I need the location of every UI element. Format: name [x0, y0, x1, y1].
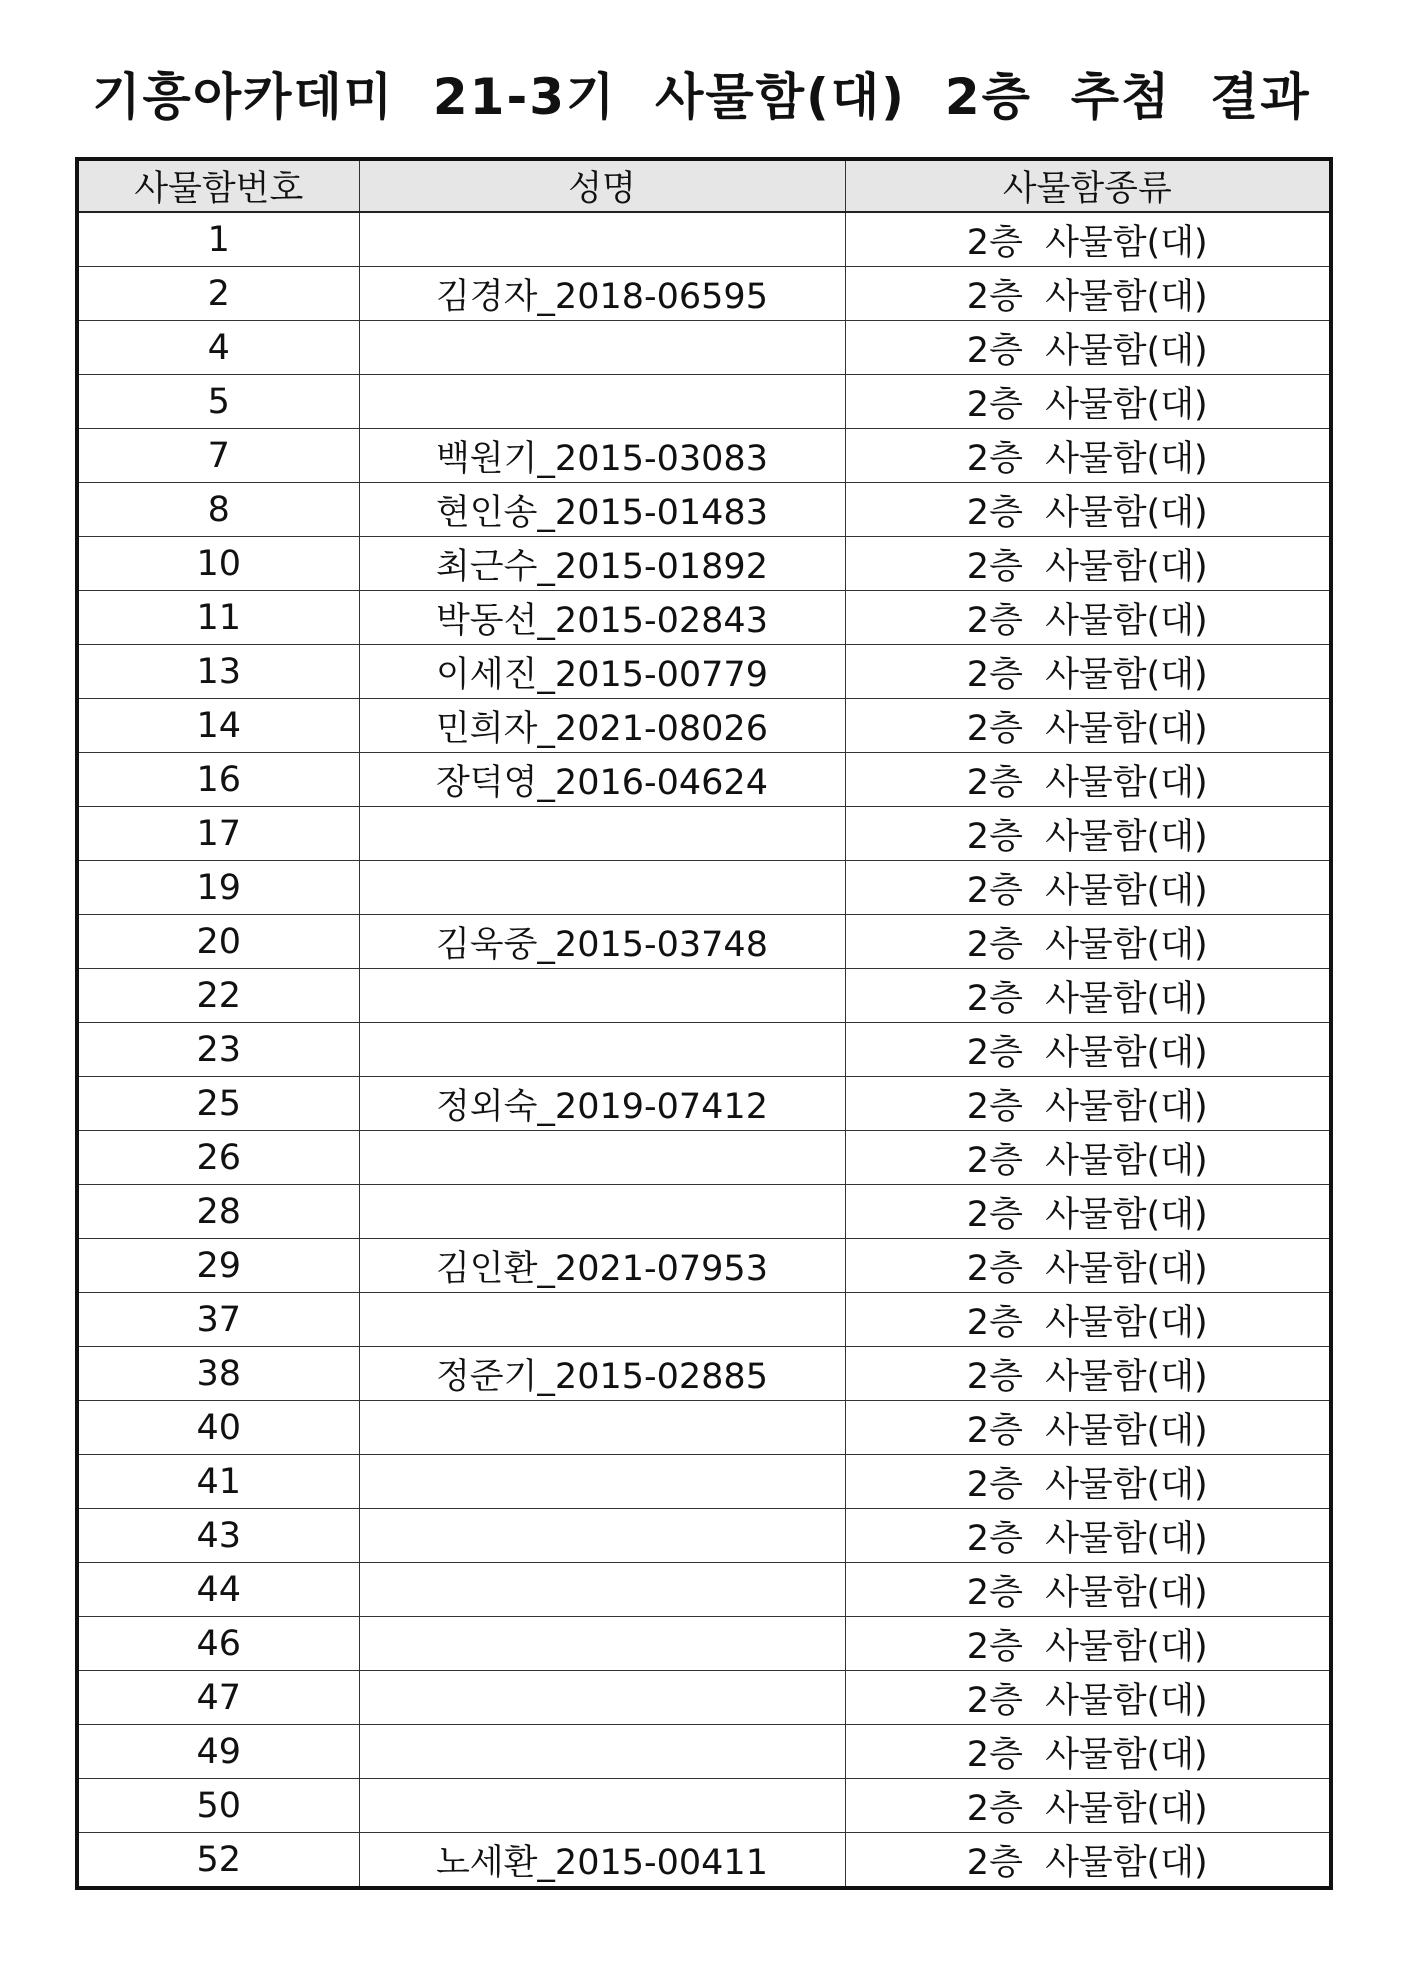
table-row — [77, 1563, 1331, 1617]
name-cell — [359, 1617, 845, 1671]
table-row — [77, 1671, 1331, 1725]
table-row — [77, 267, 1331, 321]
name-cell: 최근수_2015-01892 — [359, 537, 845, 591]
table-row — [77, 321, 1331, 375]
locker-type-cell: 2층 사물함(대) — [845, 267, 1331, 321]
table-row — [77, 429, 1331, 483]
locker-type-cell: 2층 사물함(대) — [845, 1293, 1331, 1347]
locker-number-cell: 13 — [77, 645, 359, 699]
locker-type-cell: 2층 사물함(대) — [845, 699, 1331, 753]
name-cell: 장덕영_2016-04624 — [359, 753, 845, 807]
name-cell: 박동선_2015-02843 — [359, 591, 845, 645]
locker-type-cell: 2층 사물함(대) — [845, 1347, 1331, 1401]
locker-number-cell: 37 — [77, 1293, 359, 1347]
locker-type-cell: 2층 사물함(대) — [845, 1671, 1331, 1725]
locker-result-table — [75, 157, 1333, 1890]
header-locker-number: 사물함번호 — [77, 159, 359, 212]
locker-number-cell: 16 — [77, 753, 359, 807]
locker-type-cell: 2층 사물함(대) — [845, 1779, 1331, 1833]
locker-number-cell: 14 — [77, 699, 359, 753]
name-cell — [359, 1293, 845, 1347]
locker-number-cell: 1 — [77, 212, 359, 267]
table-row — [77, 1239, 1331, 1293]
locker-type-cell: 2층 사물함(대) — [845, 591, 1331, 645]
table-row — [77, 861, 1331, 915]
locker-type-cell: 2층 사물함(대) — [845, 375, 1331, 429]
table-row — [77, 1131, 1331, 1185]
locker-type-cell: 2층 사물함(대) — [845, 537, 1331, 591]
locker-number-cell: 4 — [77, 321, 359, 375]
name-cell — [359, 1725, 845, 1779]
locker-type-cell: 2층 사물함(대) — [845, 1077, 1331, 1131]
table-row — [77, 969, 1331, 1023]
table-row — [77, 375, 1331, 429]
name-cell: 현인송_2015-01483 — [359, 483, 845, 537]
table-row — [77, 1401, 1331, 1455]
locker-number-cell: 44 — [77, 1563, 359, 1617]
locker-number-cell: 50 — [77, 1779, 359, 1833]
locker-type-cell: 2층 사물함(대) — [845, 1509, 1331, 1563]
locker-number-cell: 47 — [77, 1671, 359, 1725]
locker-type-cell: 2층 사물함(대) — [845, 1833, 1331, 1889]
locker-type-cell: 2층 사물함(대) — [845, 969, 1331, 1023]
table-body — [77, 212, 1331, 1888]
locker-number-cell: 41 — [77, 1455, 359, 1509]
table-row — [77, 1185, 1331, 1239]
locker-number-cell: 49 — [77, 1725, 359, 1779]
locker-number-cell: 46 — [77, 1617, 359, 1671]
name-cell — [359, 1671, 845, 1725]
locker-type-cell: 2층 사물함(대) — [845, 1239, 1331, 1293]
locker-number-cell: 40 — [77, 1401, 359, 1455]
locker-number-cell: 5 — [77, 375, 359, 429]
locker-type-cell: 2층 사물함(대) — [845, 807, 1331, 861]
locker-type-cell: 2층 사물함(대) — [845, 1725, 1331, 1779]
page-title: 기흥아카데미 21-3기 사물함(대) 2층 추첨 결과 — [92, 68, 1311, 126]
locker-type-cell: 2층 사물함(대) — [845, 1563, 1331, 1617]
table-row — [77, 753, 1331, 807]
table-row — [77, 915, 1331, 969]
name-cell: 이세진_2015-00779 — [359, 645, 845, 699]
locker-number-cell: 11 — [77, 591, 359, 645]
locker-number-cell: 8 — [77, 483, 359, 537]
name-cell — [359, 969, 845, 1023]
locker-number-cell: 22 — [77, 969, 359, 1023]
table-row — [77, 537, 1331, 591]
locker-type-cell: 2층 사물함(대) — [845, 1455, 1331, 1509]
locker-type-cell: 2층 사물함(대) — [845, 429, 1331, 483]
name-cell: 백원기_2015-03083 — [359, 429, 845, 483]
locker-number-cell: 52 — [77, 1833, 359, 1889]
table-row — [77, 1833, 1331, 1889]
name-cell — [359, 1185, 845, 1239]
header-name: 성명 — [359, 159, 845, 212]
table-row — [77, 483, 1331, 537]
name-cell: 정준기_2015-02885 — [359, 1347, 845, 1401]
locker-number-cell: 17 — [77, 807, 359, 861]
locker-type-cell: 2층 사물함(대) — [845, 321, 1331, 375]
table-header-row — [77, 159, 1331, 212]
name-cell: 김경자_2018-06595 — [359, 267, 845, 321]
locker-number-cell: 7 — [77, 429, 359, 483]
table-row — [77, 1023, 1331, 1077]
locker-number-cell: 28 — [77, 1185, 359, 1239]
table-row — [77, 807, 1331, 861]
locker-type-cell: 2층 사물함(대) — [845, 645, 1331, 699]
table-row — [77, 1077, 1331, 1131]
name-cell — [359, 1023, 845, 1077]
locker-number-cell: 29 — [77, 1239, 359, 1293]
locker-number-cell: 20 — [77, 915, 359, 969]
name-cell — [359, 375, 845, 429]
locker-number-cell: 2 — [77, 267, 359, 321]
table-row — [77, 1293, 1331, 1347]
table-row — [77, 1347, 1331, 1401]
locker-number-cell: 43 — [77, 1509, 359, 1563]
name-cell — [359, 1455, 845, 1509]
name-cell: 김인환_2021-07953 — [359, 1239, 845, 1293]
table-row — [77, 1725, 1331, 1779]
name-cell: 민희자_2021-08026 — [359, 699, 845, 753]
name-cell — [359, 1563, 845, 1617]
table-row — [77, 591, 1331, 645]
locker-type-cell: 2층 사물함(대) — [845, 483, 1331, 537]
name-cell: 노세환_2015-00411 — [359, 1833, 845, 1889]
name-cell: 정외숙_2019-07412 — [359, 1077, 845, 1131]
name-cell — [359, 212, 845, 267]
table-row — [77, 1509, 1331, 1563]
locker-number-cell: 25 — [77, 1077, 359, 1131]
name-cell: 김욱중_2015-03748 — [359, 915, 845, 969]
locker-number-cell: 26 — [77, 1131, 359, 1185]
name-cell — [359, 1779, 845, 1833]
table-row — [77, 1617, 1331, 1671]
table-row — [77, 1455, 1331, 1509]
locker-number-cell: 23 — [77, 1023, 359, 1077]
locker-type-cell: 2층 사물함(대) — [845, 915, 1331, 969]
locker-type-cell: 2층 사물함(대) — [845, 1617, 1331, 1671]
locker-type-cell: 2층 사물함(대) — [845, 753, 1331, 807]
locker-type-cell: 2층 사물함(대) — [845, 1131, 1331, 1185]
locker-type-cell: 2층 사물함(대) — [845, 1185, 1331, 1239]
locker-number-cell: 19 — [77, 861, 359, 915]
table-row — [77, 1779, 1331, 1833]
locker-type-cell: 2층 사물함(대) — [845, 212, 1331, 267]
header-locker-type: 사물함종류 — [845, 159, 1331, 212]
locker-type-cell: 2층 사물함(대) — [845, 861, 1331, 915]
table-row — [77, 645, 1331, 699]
locker-type-cell: 2층 사물함(대) — [845, 1023, 1331, 1077]
table-row — [77, 699, 1331, 753]
locker-type-cell: 2층 사물함(대) — [845, 1401, 1331, 1455]
table-row — [77, 212, 1331, 267]
locker-number-cell: 10 — [77, 537, 359, 591]
name-cell — [359, 807, 845, 861]
name-cell — [359, 1509, 845, 1563]
locker-number-cell: 38 — [77, 1347, 359, 1401]
name-cell — [359, 861, 845, 915]
name-cell — [359, 321, 845, 375]
name-cell — [359, 1401, 845, 1455]
name-cell — [359, 1131, 845, 1185]
